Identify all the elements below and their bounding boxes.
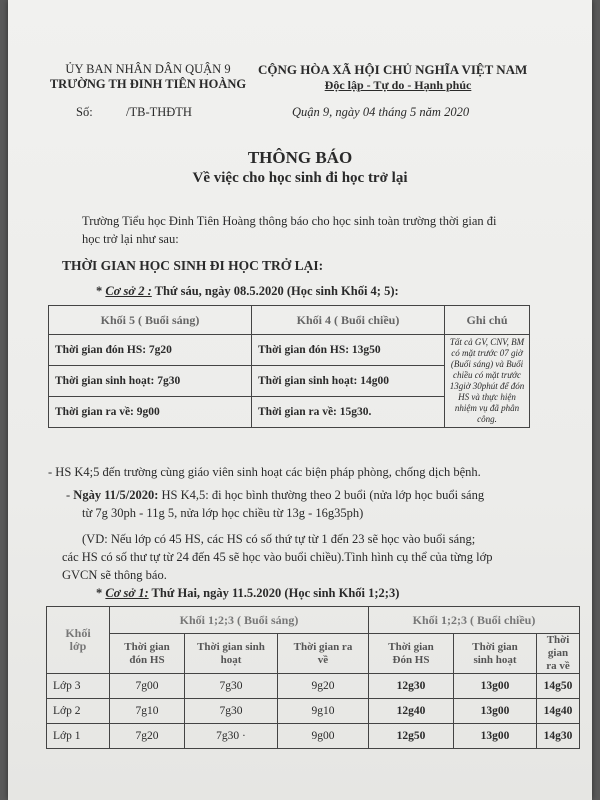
table2-subheader: Thời gian ra về (537, 634, 580, 674)
campus1-line: * Cơ sở 1: Thứ Hai, ngày 11.5.2020 (Học sinh Khối 1;2;3) (96, 586, 400, 600)
row-label: Lớp 3 (47, 674, 110, 699)
table2-group-morning: Khối 1;2;3 ( Buổi sáng) (110, 607, 369, 634)
bullet2-line1 (66, 486, 484, 504)
table1-cell: Thời gian ra về: 9g00 (49, 397, 252, 428)
country-line1: CỘNG HÒA XÃ HỘI CHỦ NGHĨA VIỆT NAM (258, 62, 528, 77)
table2-subheader: Thời gian sinh hoạt (185, 634, 278, 674)
table2-subheader: Thời gian sinh hoạt (454, 634, 537, 674)
campus2-text: Thứ sáu, ngày 08.5.2020 (Học sinh Khối 4; 5): (151, 284, 399, 298)
number-label: Số: (76, 105, 93, 119)
campus1-label: Cơ sở 1: (105, 586, 149, 600)
table2-group-afternoon: Khối 1;2;3 ( Buổi chiều) (369, 607, 580, 634)
table2-cell: 7g30 · (185, 724, 278, 749)
intro-line2: học trở lại như sau: (82, 232, 179, 246)
number-code: /TB-THĐTH (126, 105, 192, 119)
table2-cell: 7g30 (185, 699, 278, 724)
table2-cell: 14g40 (537, 699, 580, 724)
bullet2-line2: từ 7g 30ph - 11g 5, nửa lớp học chiều từ 13g - 16g35ph) (82, 506, 364, 520)
table2-cell: 9g20 (278, 674, 369, 699)
table2-cell: 7g10 (110, 699, 185, 724)
table-row (47, 724, 580, 749)
table1-header-note: Ghi chú (445, 306, 530, 335)
table2-cell: 7g30 (185, 674, 278, 699)
campus2-schedule-table (48, 305, 530, 428)
example-line1: (VD: Nếu lớp có 45 HS, các HS có số thứ tự từ 1 đến 23 sẽ học vào buổi sáng; (82, 532, 476, 546)
table-row (47, 674, 580, 699)
table2-cell: 7g20 (110, 724, 185, 749)
table2-cell: 13g00 (454, 699, 537, 724)
table2-corner: Khối lớp (47, 607, 110, 674)
table1-cell: Thời gian sinh hoạt: 7g30 (49, 366, 252, 397)
table2-cell: 13g00 (454, 724, 537, 749)
bullet2-dash: - (66, 488, 71, 502)
org-line1: ỦY BAN NHÂN DÂN QUẬN 9 (65, 62, 231, 76)
example-line3: GVCN sẽ thông báo. (62, 568, 167, 582)
table2-cell: 12g30 (369, 674, 454, 699)
intro-line1: Trường Tiểu học Đinh Tiên Hoàng thông báo cho học sinh toàn trường thời gian đi (82, 214, 497, 228)
table2-cell: 7g00 (110, 674, 185, 699)
org-line2: TRƯỜNG TH ĐINH TIÊN HOÀNG (49, 77, 247, 91)
country-line2: Độc lập - Tự do - Hạnh phúc (324, 78, 472, 92)
table2-cell: 9g00 (278, 724, 369, 749)
doc-title: THÔNG BÁO (247, 148, 353, 167)
row-label: Lớp 1 (47, 724, 110, 749)
table2-cell: 13g00 (454, 674, 537, 699)
table2-cell: 14g50 (537, 674, 580, 699)
table2-cell: 12g50 (369, 724, 454, 749)
table1-cell: Thời gian đón HS: 13g50 (252, 335, 445, 366)
section-heading: THỜI GIAN HỌC SINH ĐI HỌC TRỞ LẠI: (62, 258, 324, 273)
table2-subheader: Thời gian Đón HS (369, 634, 454, 674)
campus2-label: Cơ sở 2 : (105, 284, 152, 298)
table2-cell: 14g30 (537, 724, 580, 749)
place-date: Quận 9, ngày 04 tháng 5 năm 2020 (292, 105, 470, 119)
table1-note: Tất cả GV, CNV, BM có mặt trước 07 giờ (Buổi sáng) và Buổi chiều có mặt trước 13giờ 30phút để đón HS và thực hiện nhiệm vụ đã phân công. (445, 335, 530, 428)
table1-header-k5: Khối 5 ( Buổi sáng) (49, 306, 252, 335)
table1-cell: Thời gian ra về: 15g30. (252, 397, 445, 428)
table1-cell: Thời gian đón HS: 7g20 (49, 335, 252, 366)
bullet2-text: HS K4,5: đi học bình thường theo 2 buổi (nửa lớp học buổi sáng (158, 488, 485, 502)
bullet1: - HS K4;5 đến trường cùng giáo viên sinh hoạt các biện pháp phòng, chống dịch bệnh. (48, 465, 481, 479)
campus1-text: Thứ Hai, ngày 11.5.2020 (Học sinh Khối 1;2;3) (148, 586, 400, 600)
table1-header-k4: Khối 4 ( Buổi chiều) (252, 306, 445, 335)
table2-cell: 12g40 (369, 699, 454, 724)
table2-subheader: Thời gian ra về (278, 634, 369, 674)
table-row (47, 699, 580, 724)
table1-cell: Thời gian sinh hoạt: 14g00 (252, 366, 445, 397)
bullet2-date: Ngày 11/5/2020: (73, 488, 159, 502)
table2-subheader: Thời gian đón HS (110, 634, 185, 674)
doc-subtitle: Về việc cho học sinh đi học trở lại (192, 170, 408, 186)
campus1-schedule-table (46, 606, 580, 749)
campus2-line: * Cơ sở 2 : Thứ sáu, ngày 08.5.2020 (Học sinh Khối 4; 5): (96, 284, 399, 298)
table2-cell: 9g10 (278, 699, 369, 724)
row-label: Lớp 2 (47, 699, 110, 724)
document-page (8, 0, 592, 800)
example-line2: các HS có số thư tự từ 24 đến 45 sẽ học vào buổi chiều).Tình hình cụ thể của từng lớp (62, 550, 493, 564)
